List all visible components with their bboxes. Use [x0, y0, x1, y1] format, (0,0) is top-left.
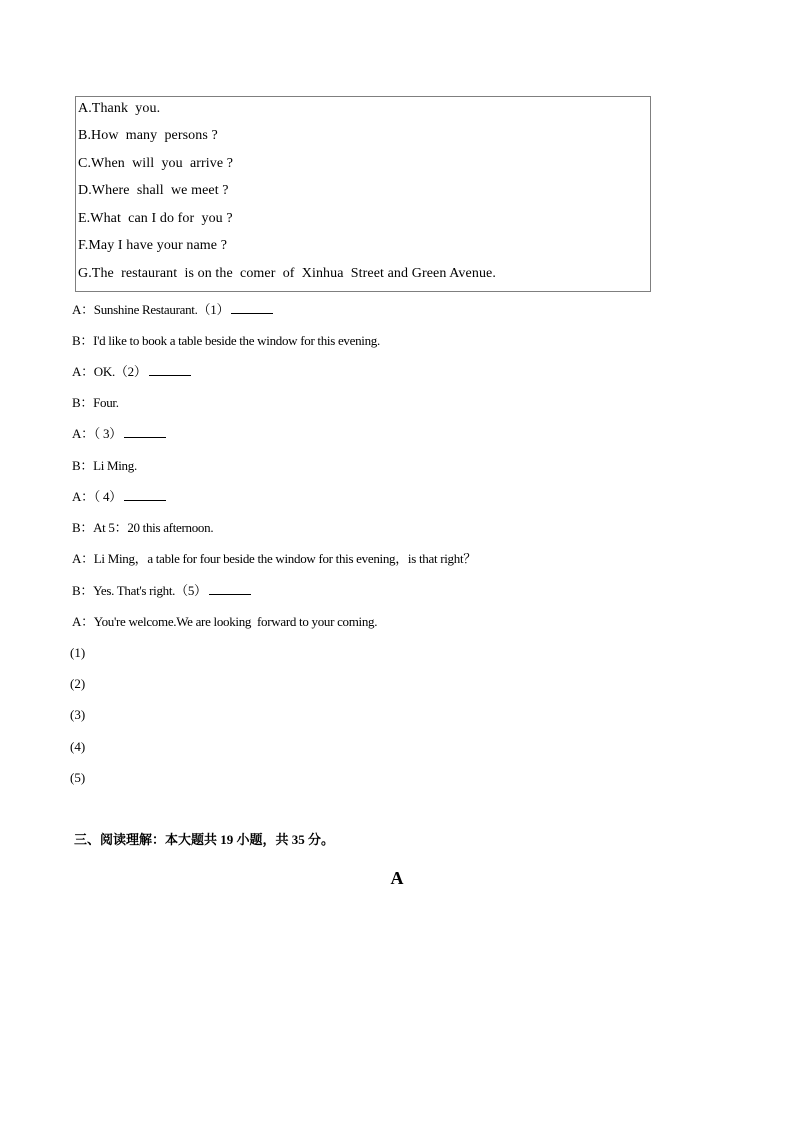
answer-number-4: (4)	[70, 739, 86, 754]
answer-number-2: (2)	[70, 676, 86, 691]
dialogue-line-11	[72, 613, 377, 631]
answer-number-1: (1)	[70, 645, 86, 660]
dialogue-line-6	[72, 457, 137, 475]
answer-number-3: (3)	[70, 707, 86, 722]
option-a: A.Thank you.	[78, 101, 161, 116]
dialogue-line-7	[72, 488, 166, 506]
answer-blank-5[interactable]	[209, 582, 251, 595]
dialogue-text: B：Li Ming.	[72, 458, 137, 473]
section-heading: 三、阅读理解：本大题共 19 小题，共 35 分。	[74, 832, 335, 847]
dialogue-line-3	[72, 363, 191, 381]
dialogue-line-9	[72, 550, 476, 568]
dialogue-text: A：Sunshine Restaurant.（1）	[72, 302, 230, 317]
option-b: B.How many persons ?	[78, 128, 218, 143]
dialogue-text: B：I'd like to book a table beside the window for this evening.	[72, 333, 380, 348]
dialogue-text: B：At 5：20 this afternoon.	[72, 520, 214, 535]
dialogue-text: B：Four.	[72, 395, 119, 410]
dialogue-line-5	[72, 425, 166, 443]
dialogue-text: B：Yes. That's right.（5）	[72, 583, 207, 598]
answer-blank-2[interactable]	[149, 363, 191, 376]
answer-blank-3[interactable]	[124, 425, 166, 438]
option-d: D.Where shall we meet ?	[78, 183, 229, 198]
dialogue-line-4	[72, 394, 119, 412]
options-box	[75, 96, 651, 292]
dialogue-text: A：（ 3）	[72, 426, 122, 441]
answer-number-5: (5)	[70, 770, 86, 785]
answer-blank-4[interactable]	[124, 488, 166, 501]
option-c: C.When will you arrive ?	[78, 156, 234, 171]
option-f: F.May I have your name ?	[78, 238, 228, 253]
dialogue-text: A：OK.（2）	[72, 364, 147, 379]
dialogue-line-1	[72, 301, 273, 319]
dialogue-text: A：You're welcome.We are looking forward to your coming.	[72, 614, 378, 629]
dialogue-text: A：Li Ming，a table for four beside the window for this evening，is that right？	[72, 551, 476, 566]
answer-blank-1[interactable]	[231, 301, 273, 314]
passage-title: A	[390, 868, 404, 888]
dialogue-line-10	[72, 582, 251, 600]
dialogue-line-8	[72, 519, 213, 537]
option-g: G.The restaurant is on the comer of Xinhua Street and Green Avenue.	[78, 266, 496, 281]
dialogue-text: A：（ 4）	[72, 489, 122, 504]
option-e: E.What can I do for you ?	[78, 211, 233, 226]
dialogue-line-2	[72, 332, 380, 350]
